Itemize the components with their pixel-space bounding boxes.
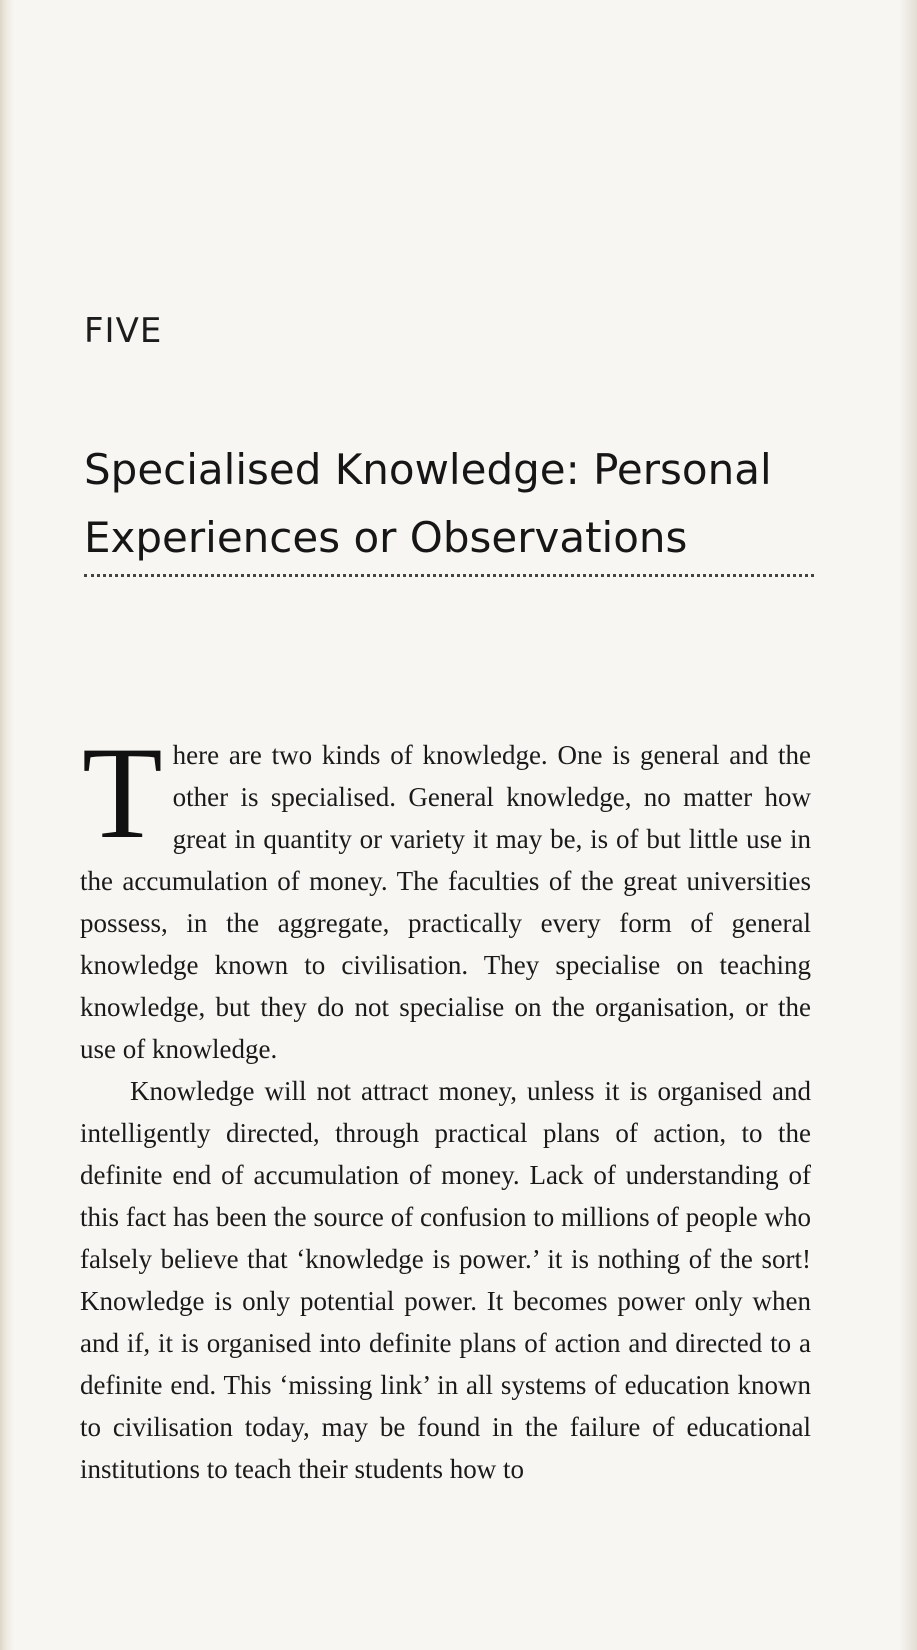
paragraph-1-text: here are two kinds of knowledge. One is general and the other is specialised. General knowledge, no matter how great in quantity or variety it may be, is of but little use in the accumulation of money. The faculties of the great universities possess, in the aggregate, practically every form of general knowledge known to civilisation. They specialise on teaching knowledge, but they do not specialise on the organisation, or the use of knowledge. (80, 740, 811, 1064)
dotted-divider (84, 574, 814, 577)
drop-cap: T (82, 719, 163, 866)
paragraph-1 (80, 719, 811, 1070)
page-edge-left (0, 0, 14, 1650)
chapter-title: Specialised Knowledge: Personal Experiences or Observations (84, 445, 772, 562)
paragraph-2: Knowledge will not attract money, unless it is organised and intelligently directed, through practical plans of action, to the definite end of accumulation of money. Lack of understanding of this fact has been the source of confusion to millions of people who falsely believe that ‘knowledge is power.’ it is nothing of the sort! Knowledge is only potential power. It becomes power only when and if, it is organised into definite plans of action and directed to a definite end. This ‘missing link’ in all systems of education known to civilisation today, may be found in the failure of educational institutions to teach their students how to (80, 1076, 811, 1484)
body-text (80, 719, 811, 1490)
chapter-number: FIVE (84, 311, 163, 351)
page-edge-right (899, 0, 917, 1650)
